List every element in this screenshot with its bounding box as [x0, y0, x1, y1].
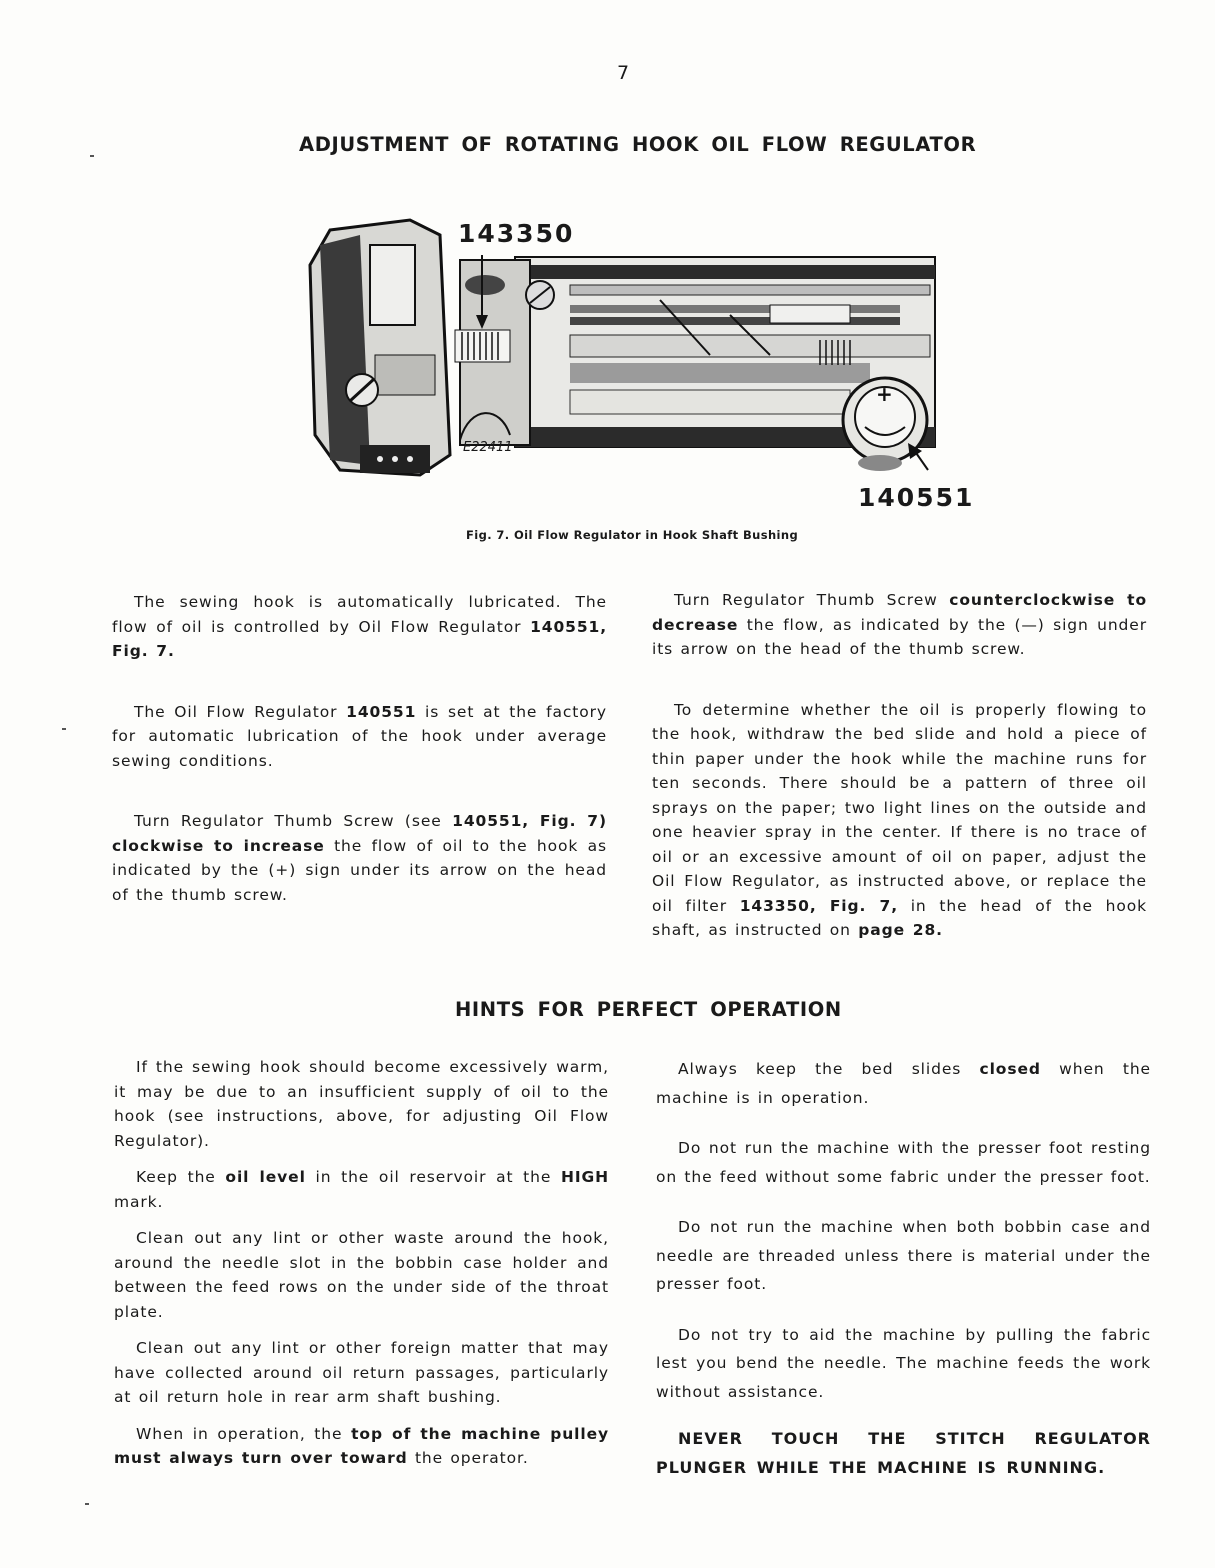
- paragraph: The sewing hook is automatically lubricated. The flow of oil is controlled by Oil Flow Regulator 140551, Fig. 7.: [112, 593, 607, 660]
- paragraph: To determine whether the oil is properly flowing to the hook, withdraw the bed slide and hold a piece of thin paper under the hook while the machine runs for ten seconds. There should be a pattern of three oil sprays on the paper; two light lines on the outside and one heavier spray in the center. If there is no trace of oil or an excessive amount of oil on paper, adjust the Oil Flow Regulator, as instructed above, or replace the oil filter 143350, Fig. 7, in the head of the hook shaft, as instructed on page 28.: [652, 700, 1147, 939]
- plate-number: E22411: [463, 440, 513, 455]
- paragraph: Clean out any lint or other foreign matter that may have collected around oil return passages, particularly at oil return hole in rear arm shaft bushing.: [114, 1339, 609, 1406]
- paragraph: Clean out any lint or other waste around the hook, around the needle slot in the bobbin case holder and between the feed rows on the under side of the throat plate.: [114, 1229, 609, 1321]
- paragraph: Turn Regulator Thumb Screw counterclockwise to decrease the flow, as indicated by the (—) sign under its arrow on the head of the thumb screw.: [652, 591, 1147, 658]
- oil-flow-left-column: [112, 590, 607, 907]
- scan-speck: [85, 1503, 89, 1505]
- scan-speck: [90, 155, 94, 157]
- warning-notice: NEVER TOUCH THE STITCH REGULATOR PLUNGER WHILE THE MACHINE IS RUNNING.: [656, 1429, 1151, 1477]
- svg-text:+: +: [876, 382, 893, 406]
- hints-left-column: [114, 1055, 609, 1471]
- paragraph: If the sewing hook should become excessively warm, it may be due to an insufficient supply of oil to the hook (see instructions, above, for adjusting Oil Flow Regulator).: [114, 1058, 609, 1150]
- paragraph: Always keep the bed slides closed when the machine is in operation.: [656, 1060, 1151, 1107]
- paragraph: Turn Regulator Thumb Screw (see 140551, Fig. 7) clockwise to increase the flow of oil to the hook as indicated by the (+) sign under its arrow on the head of the thumb screw.: [112, 812, 607, 904]
- paragraph: The Oil Flow Regulator 140551 is set at the factory for automatic lubrication of the hook under average sewing conditions.: [112, 702, 607, 770]
- paragraph: When in operation, the top of the machine pulley must always turn over toward the operator.: [114, 1424, 609, 1467]
- figure-caption: Fig. 7. Oil Flow Regulator in Hook Shaft Bushing: [466, 528, 799, 542]
- hook-shaft-illustration: [300, 205, 970, 530]
- paragraph: Keep the oil level in the oil reservoir at the HIGH mark.: [114, 1168, 610, 1211]
- oil-flow-right-column: [652, 588, 1147, 943]
- hints-right-column: [656, 1055, 1151, 1482]
- scan-speck: [62, 728, 66, 730]
- section-title-oil-flow: ADJUSTMENT OF ROTATING HOOK OIL FLOW REGULATOR: [299, 133, 977, 156]
- paragraph: Do not try to aid the machine by pulling the fabric lest you bend the needle. The machine feeds the work without assistance.: [656, 1325, 1151, 1401]
- paragraph: Do not run the machine with the presser foot resting on the feed without some fabric under the presser foot.: [656, 1139, 1151, 1186]
- part-callout-140551: 140551: [858, 483, 975, 512]
- section-title-hints: HINTS FOR PERFECT OPERATION: [455, 998, 842, 1021]
- page-number: 7: [617, 62, 630, 84]
- paragraph: Do not run the machine when both bobbin case and needle are threaded unless there is material under the presser foot.: [656, 1218, 1151, 1293]
- part-callout-143350: 143350: [458, 219, 575, 248]
- hook-shaft-figure: [300, 205, 975, 530]
